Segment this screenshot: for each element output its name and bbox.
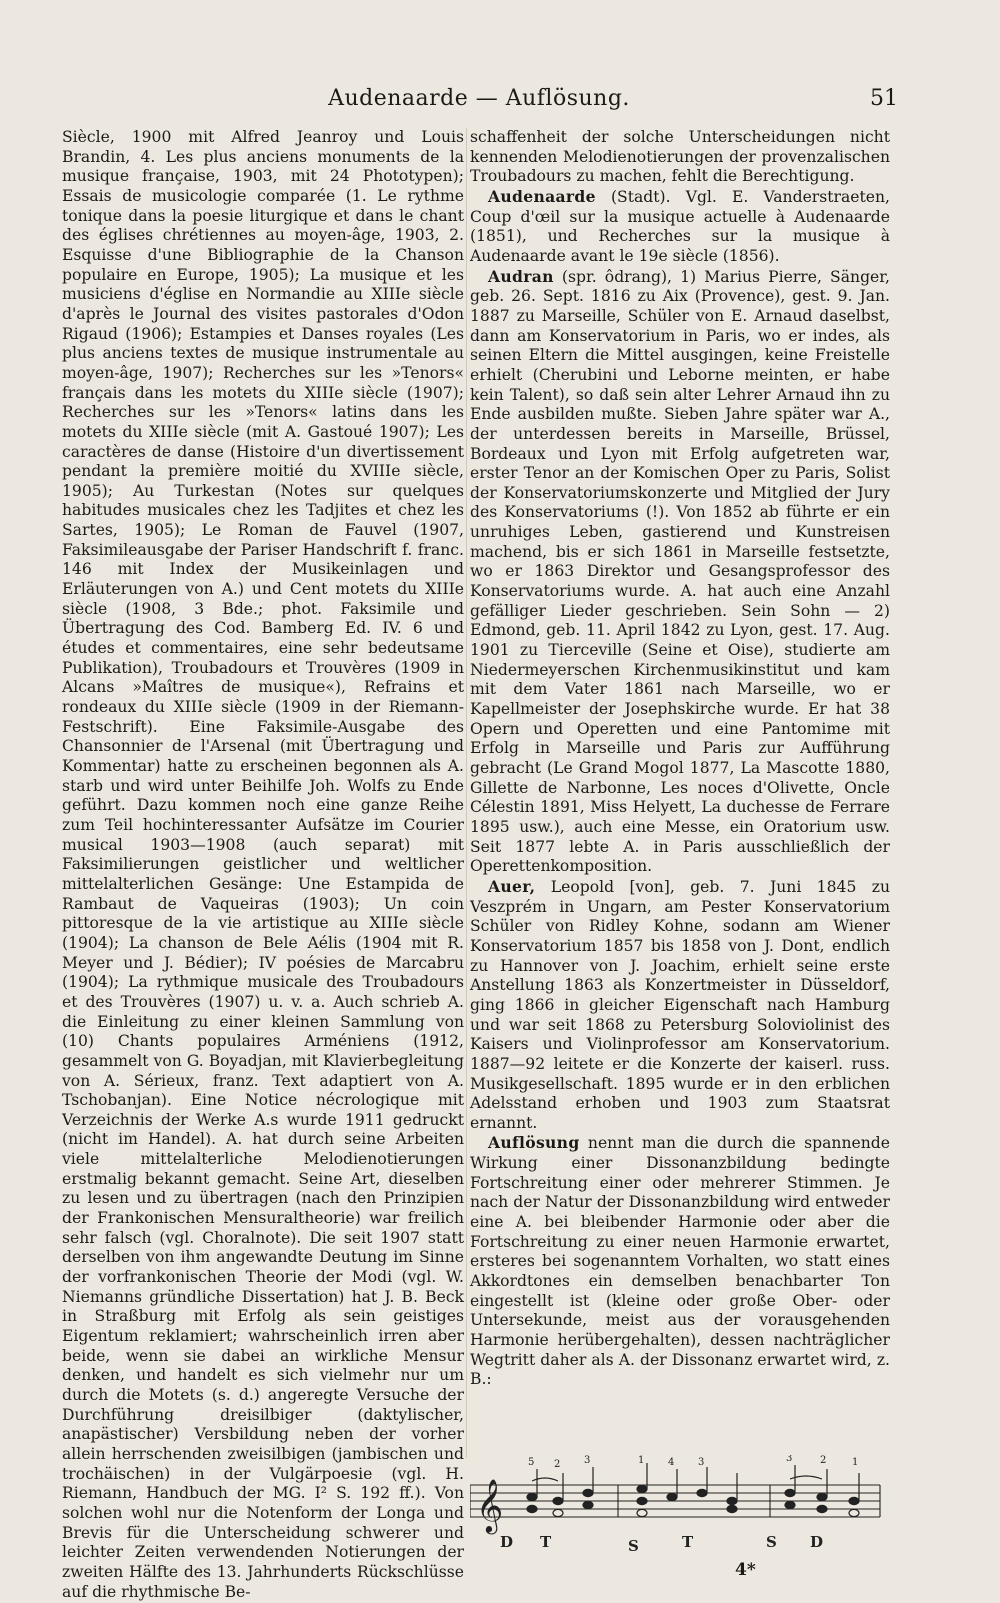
column-divider <box>466 128 467 1458</box>
left-column-text: Siècle, 1900 mit Alfred Jeanroy und Louis Brandin, 4. Les plus anciens monuments de la musique française, 1903, mit 24 Phototypen); Essais de musicologie comparée (1. Le rythme tonique dans la poesie liturgique et dans le chant des églises chrétiennes au moyen-âge, 1903, 2. Esquisse d'une Bibliographie de la Chanson populaire en Europe, 1905); La musique et les musiciens d'église en Normandie au XIIIe siècle d'après le Journal des visites pastorales d'Odon Rigaud (1906); Estampies et Danses royales (Les plus anciens textes de musique instrumentale au moyen-âge, 1907); Recherches sur les »Tenors« français dans les motets du XIIIe siècle (1907); Recherches sur les »Tenors« latins dans les motets du XIIIe siècle (mit A. Gastoué 1907); Les caractères de danse (Histoire d'un divertissement pendant la première moitié du XVIIIe siècle, 1905); Au Turkestan (Notes sur quelques habitudes musicales chez les Tadjites et chez les Sartes, 1905); Le Roman de Fauvel (1907, Faksimileausgabe der Pariser Handschrift f. franc. 146 mit Index der Musikeinlagen und Erläuterungen von A.) und Cent motets du XIIIe siècle (1908, 3 Bde.; phot. Faksimile und Übertragung des Cod. Bamberg Ed. IV. 6 und études et commentaires, eine sehr bedeutsame Publikation), Troubadours et Trouvères (1909 in Alcans »Maîtres de musique«), Refrains et rondeaux du XIIIe siècle (1909 in der Riemann-Festschrift). Eine Faksimile-Ausgabe des Chansonnier de l'Arsenal (mit Übertragung und Kommentar) hatte zu erscheinen begonnen als A. starb und wird unter Beihilfe Joh. Wolfs zu Ende geführt. Dazu kommen noch eine ganze Reihe zum Teil hochinteressanter Aufsätze im Courier musical 1903—1908 (auch separat) mit Faksimilierungen geistlicher und weltlicher mittelalterlichen Gesänge: Une Estampida de Rambaut de Vaqueiras (1903); Un coin pittoresque de la vie artistique au XIIIe siècle (1904); La chanson de Bele Aélis (1904 mit R. Meyer und J. Bédier); IV poésies de Marcabru (1904); La rythmique musicale des Troubadours et des Trouvères (1907) u. v. a. Auch schrieb A. die Einleitung zu einer kleinen Sammlung von (10) Chants populaires Arméniens (1912, gesammelt von G. Boyadjan, mit Klavierbegleitung von A. Sérieux, franz. Text adaptiert von A. Tschobanjan). Eine Notice nécrologique mit Verzeichnis der Werke A.s wurde 1911 gedruckt (nicht im Handel). A. hat durch seine Arbeiten viele mittelalterliche Melodienotierungen erstmalig bekannt gemacht. Seine Art, dieselben zu lesen und zu übertragen (nach den Prinzipien der Frankonischen Mensuraltheorie) war freilich sehr falsch (vgl. Choralnote). Die seit 1907 statt derselben von ihm angewandte Deutung im Sinne der vorfrankonischen Theorie der Modi (vgl. W. Niemanns gründliche Dissertation) hat J. B. Beck in Straßburg mit Erfolg als sein geistiges Eigentum reklamiert; wahrscheinlich irren aber beide, wenn sie dabei an wirkliche Mensur denken, und handelt es sich vielmehr nur um durch die Motets (s. d.) angeregte Versuche der Durchführung dreisilbiger (daktylischer, anapästischer) Versbildung neben der vorher allein herrschenden zweisilbigen (jambischen und trochäischen) in der Vulgärpoesie (vgl. H. Riemann, Handbuch der MG. I² S. 192 ff.). Von solchen wohl nur die Notenform der Longa und Brevis für die Unterscheidung schwerer und leichter Zeiten verwendenden Notierungen der zweiten Hälfte des 13. Jahrhunderts Rückschlüsse auf die rhythmische Be- <box>62 128 464 1601</box>
function-label: D <box>500 1533 514 1551</box>
treble-clef-icon: 𝄞 <box>476 1478 504 1532</box>
fingering: 3 <box>698 1457 705 1468</box>
fingering: 2 <box>820 1455 827 1466</box>
page-number: 51 <box>870 86 898 111</box>
entry-audran <box>470 267 890 877</box>
entry-text: nennt man die durch die spannende Wirkung einer Dissonanzbildung bedingte Fortschreitung einer oder mehrerer Stimmen. Je nach der Natur der Dissonanzbildung wird entweder eine A. bei bleibender Harmonie oder aber die Fortschreitung zu einer neuen Harmonie erwartet, ersteres bei sogenanntem Vorhalten, wo statt eines Akkordtones ein demselben benachbarter Ton eingestellt ist (kleine oder große Ober- oder Untersekunde, meist aus der vorausgehenden Harmonie herübergehalten), dessen nachträglicher Wegtritt daher als A. der Dissonanz erwartet wird, z. B.: <box>470 1134 890 1389</box>
page-title: Audenaarde — Auflösung. <box>328 86 630 111</box>
entry-headword: Audran <box>488 266 554 286</box>
function-label: S <box>766 1533 777 1551</box>
entry-headword: Auer, <box>488 876 536 896</box>
entry-audenaarde <box>470 187 890 267</box>
function-label: S <box>628 1537 639 1555</box>
running-header <box>60 86 898 118</box>
entry-headword: Auflösung <box>488 1133 580 1153</box>
function-label: T <box>540 1533 552 1551</box>
entry-text: Leopold [von], geb. 7. Juni 1845 zu Veszprém in Ungarn, am Pester Konservatorium Schüler von Ridley Kohne, sodann am Wiener Konservatorium 1857 bis 1858 von J. Dont, endlich zu Hannover von J. Joachim, erhielt seine erste Anstellung 1863 als Konzertmeister in Düsseldorf, ging 1866 in gleicher Eigenschaft nach Hamburg und war seit 1868 zu Petersburg Soloviolinist des Kaisers und Violinprofessor am Konservatorium. 1887—92 leitete er die Konzerte der kaiserl. russ. Musikgesellschaft. 1895 wurde er in den erblichen Adelsstand erhoben und 1903 zum Staatsrat ernannt. <box>470 877 890 1132</box>
fingering: 5 <box>528 1457 535 1468</box>
fingering: 1 <box>638 1455 645 1466</box>
continuation-paragraph <box>470 128 890 187</box>
entry-text: (spr. ôdrang), 1) Marius Pierre, Sänger, geb. 26. Sept. 1816 zu Aix (Provence), gest. 9. Jan. 1887 zu Marseille, Schüler von E. Arnaud daselbst, dann am Konservatorium in Paris, wo er indes, als seinen Eltern die Mittel ausgingen, keine Freistelle erhielt (Cherubini und Leborne meinten, er habe kein Talent), so daß sein alter Lehrer Arnaud ihn zu Ende ausbilden mußte. Sieben Jahre später war A., der unterdessen bereits in Marseille, Brüssel, Bordeaux und Lyon mit Erfolg aufgetreten war, erster Tenor an der Komischen Oper zu Paris, Solist der Konservatoriumskonzerte und Mitglied der Jury des Konservatoriums (!). Von 1852 ab führte er ein unruhiges Leben, gastierend und Kunstreisen machend, bis er sich 1861 in Marseille festsetzte, wo er 1863 Direktor und Gesangsprofessor des Konservatoriums wurde. A. hat auch eine Anzahl gefälliger Lieder geschrieben. Sein Sohn — 2) Edmond, geb. 11. April 1842 zu Lyon, gest. 17. Aug. 1901 zu Tierceville (Seine et Oise), studierte am Niedermeyerschen Kirchenmusikinstitut und kam mit dem Vater 1861 nach Marseille, wo er Kapellmeister der Josephskirche wurde. Er hat 38 Opern und Operetten und eine Pantomime mit Erfolg in Marseille und Paris zur Aufführung gebracht (Le Grand Mogol 1877, La Mascotte 1880, Gillette de Narbonne, Les noces d'Olivette, Oncle Célestin 1891, Miss Helyett, La duchesse de Ferrare 1895 usw.), auch eine Messe, ein Oratorium usw. Seit 1877 lebte A. in Paris ausschließlich der Operettenkomposition. <box>470 267 890 876</box>
signature-mark: 4* <box>735 1560 756 1580</box>
music-example <box>470 1455 890 1555</box>
entry-text: schaffenheit der solche Unterscheidungen nicht kennenden Melodienotierungen der provenzalischen Troubadours zu machen, fehlt die Berechtigung. <box>470 128 890 186</box>
entry-headword: Audenaarde <box>488 186 596 206</box>
function-label: T <box>682 1533 694 1551</box>
fingering: 3 <box>584 1455 591 1466</box>
entry-auer <box>470 877 890 1134</box>
entry-aufloesung <box>470 1133 890 1390</box>
left-column <box>62 128 464 1602</box>
music-staff <box>470 1455 890 1555</box>
fingering: 2 <box>554 1459 561 1470</box>
fingering: 1 <box>852 1457 859 1468</box>
right-column <box>470 128 890 1390</box>
fingering: 3 <box>786 1455 793 1464</box>
entry-text: (Stadt). Vgl. E. Vanderstraeten, Coup d'œil sur la musique actuelle à Audenaarde (1851), und Recherches sur la musique à Audenaarde avant le 19e siècle (1856). <box>470 187 890 265</box>
function-label: D <box>810 1533 824 1551</box>
fingering: 4 <box>668 1457 675 1468</box>
